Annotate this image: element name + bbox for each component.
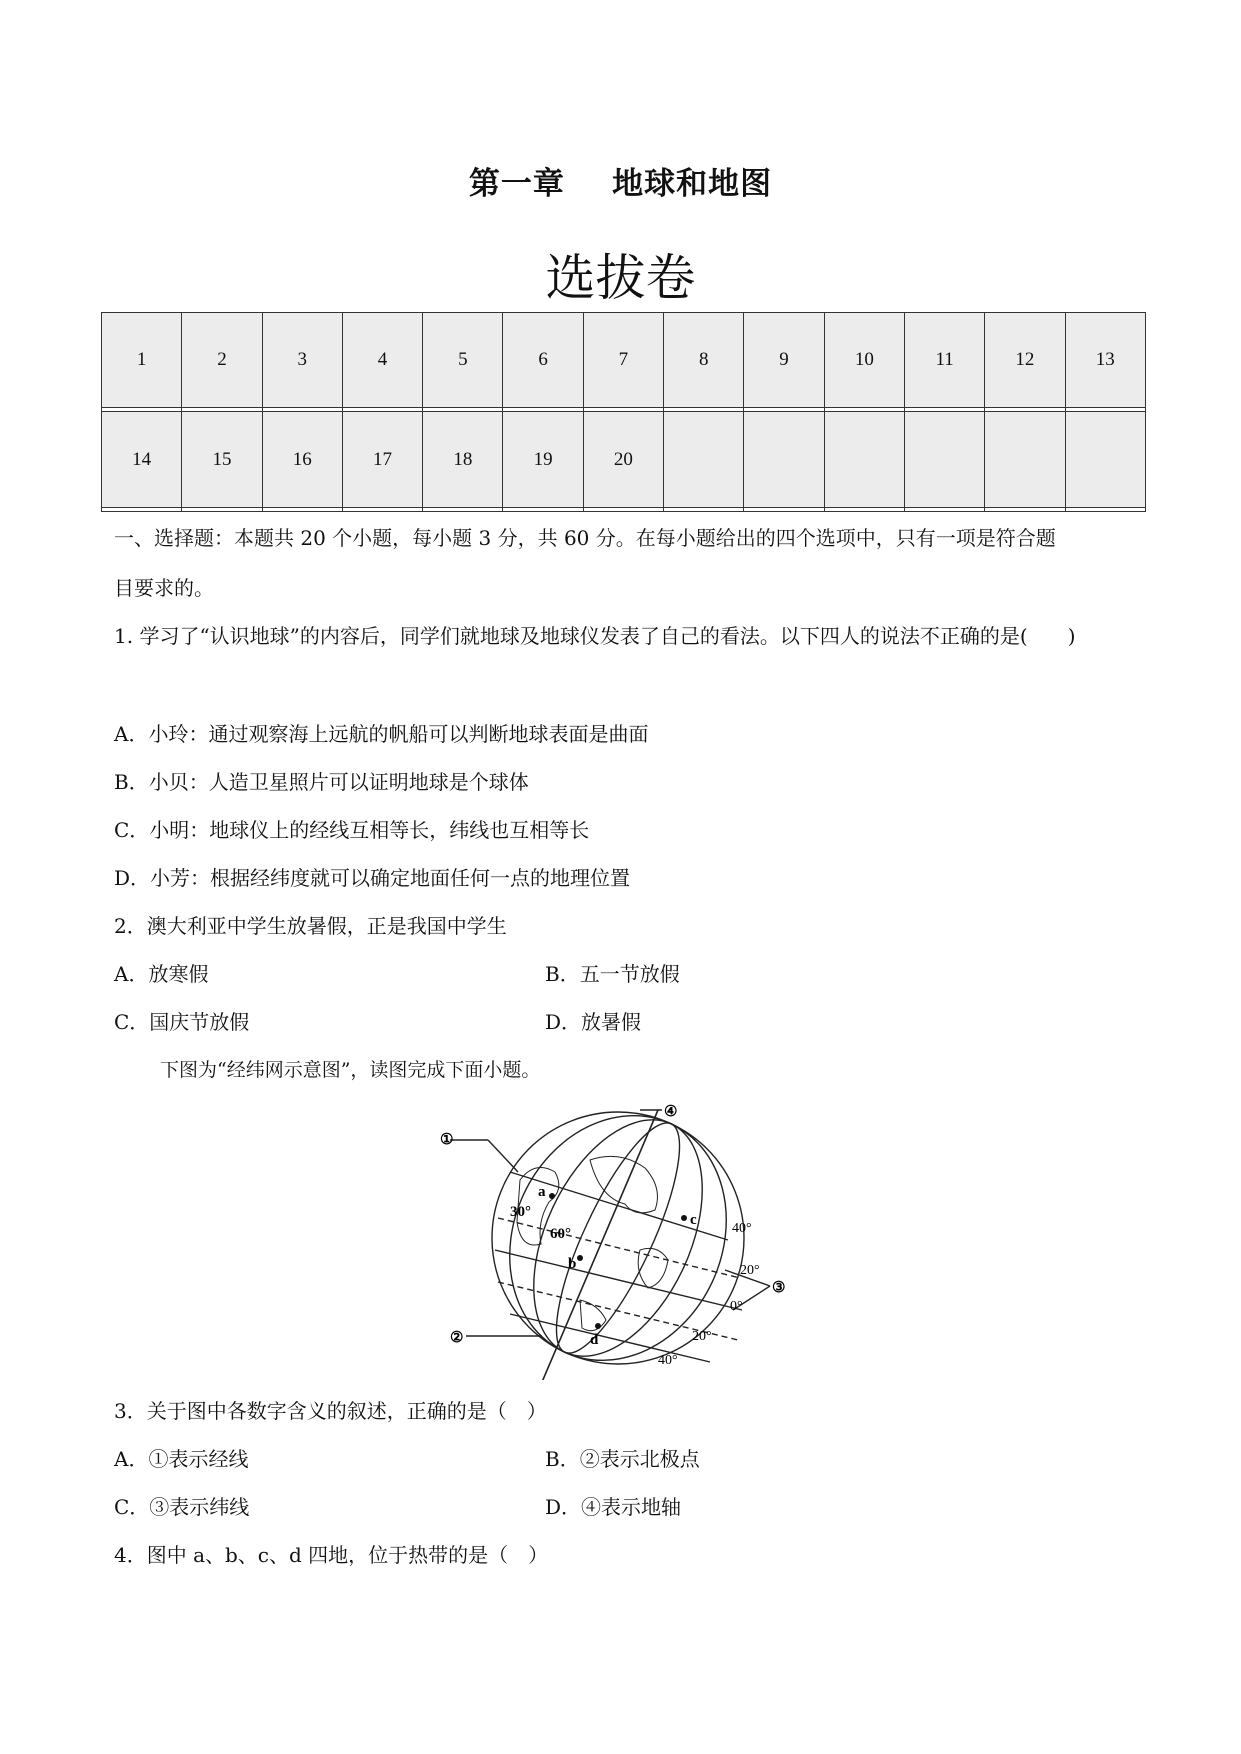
label-lon-60: 60° — [550, 1226, 571, 1242]
grid-number-cell: 3 — [262, 313, 342, 408]
grid-number-cell: 7 — [583, 313, 663, 408]
grid-number-cell: 14 — [102, 412, 182, 507]
question-1-option-c[interactable]: C．小明：地球仪上的经线互相等长，纬线也互相等长 — [114, 818, 590, 842]
grid-number-cell: 4 — [342, 313, 422, 408]
parallel-40s — [510, 1314, 710, 1362]
grid-number-cell — [1065, 412, 1145, 507]
label-a: a — [538, 1184, 546, 1200]
question-3-option-a[interactable]: A．①表示经线 — [114, 1447, 249, 1471]
answer-cell[interactable] — [102, 507, 182, 511]
grid-number-cell: 2 — [182, 313, 262, 408]
answer-cell[interactable] — [904, 507, 984, 511]
section-instruction-cont: 目要求的。 — [114, 576, 214, 600]
question-3-option-b[interactable]: B．②表示北极点 — [545, 1447, 700, 1471]
grid-number-cell: 16 — [262, 412, 342, 507]
answer-grid-number-row — [102, 313, 1146, 408]
grid-number-cell: 17 — [342, 412, 422, 507]
answer-cell[interactable] — [824, 507, 904, 511]
marker-3: ③ — [772, 1280, 786, 1296]
answer-cell[interactable] — [182, 507, 262, 511]
label-c: c — [690, 1212, 697, 1228]
parallel-0 — [495, 1250, 742, 1310]
question-2-option-a[interactable]: A．放寒假 — [114, 962, 209, 986]
answer-cell[interactable] — [342, 507, 422, 511]
parallel-40n — [510, 1172, 728, 1240]
label-lat-20n: 20° — [740, 1263, 760, 1278]
answer-cell[interactable] — [583, 507, 663, 511]
chapter-title: 第一章 地球和地图 — [468, 166, 773, 202]
label-lon-30: 30° — [510, 1204, 531, 1220]
grid-number-cell — [744, 412, 824, 507]
graticule-figure — [440, 1100, 800, 1380]
answer-cell[interactable] — [985, 507, 1065, 511]
question-2-option-c[interactable]: C．国庆节放假 — [114, 1010, 250, 1034]
answer-cell[interactable] — [262, 507, 342, 511]
point-d — [595, 1323, 601, 1329]
grid-number-cell: 10 — [824, 313, 904, 408]
grid-number-cell: 15 — [182, 412, 262, 507]
grid-number-cell: 6 — [503, 313, 583, 408]
marker-2: ② — [450, 1330, 464, 1346]
grid-number-cell — [824, 412, 904, 507]
grid-number-cell: 13 — [1065, 313, 1145, 408]
label-d: d — [590, 1332, 599, 1348]
continent-outline — [638, 1248, 668, 1288]
grid-number-cell: 20 — [583, 412, 663, 507]
grid-number-cell: 5 — [423, 313, 503, 408]
grid-number-cell: 12 — [985, 313, 1065, 408]
grid-number-cell: 11 — [904, 313, 984, 408]
answer-cell[interactable] — [664, 507, 744, 511]
label-lat-40n: 40° — [732, 1221, 752, 1236]
answer-cell[interactable] — [423, 507, 503, 511]
question-2-option-b[interactable]: B．五一节放假 — [545, 962, 680, 986]
label-b: b — [568, 1256, 577, 1272]
grid-number-cell — [904, 412, 984, 507]
label-lat-0: 0° — [730, 1299, 743, 1314]
section-instruction: 一、选择题：本题共 20 个小题，每小题 3 分，共 60 分。在每小题给出的四个选项中，只有一项是符合题 — [114, 526, 1056, 550]
point-b — [577, 1255, 583, 1261]
grid-number-cell — [664, 412, 744, 507]
meridian-line — [470, 1100, 765, 1380]
answer-grid-input-row — [102, 507, 1146, 511]
question-3-option-d[interactable]: D．④表示地轴 — [545, 1495, 682, 1519]
answer-cell[interactable] — [1065, 507, 1145, 511]
grid-number-cell: 9 — [744, 313, 824, 408]
globe-outline — [492, 1112, 744, 1364]
marker-1-leader — [488, 1140, 518, 1172]
question-2-stem: 2．澳大利亚中学生放暑假，正是我国中学生 — [114, 914, 507, 938]
answer-cell[interactable] — [744, 507, 824, 511]
answer-cell[interactable] — [503, 507, 583, 511]
question-1-stem: 1. 学习了“认识地球”的内容后，同学们就地球及地球仪发表了自己的看法。以下四人的说法不正确的是( ) — [114, 624, 1076, 648]
grid-number-cell: 18 — [423, 412, 503, 507]
continent-outline — [580, 1300, 606, 1331]
question-3-stem: 3．关于图中各数字含义的叙述，正确的是（ ） — [114, 1399, 547, 1423]
answer-grid — [101, 312, 1146, 512]
continent-outline — [590, 1156, 657, 1212]
grid-number-cell — [985, 412, 1065, 507]
question-3-option-c[interactable]: C．③表示纬线 — [114, 1495, 250, 1519]
label-lat-40s: 40° — [658, 1353, 678, 1368]
label-lat-20s: 20° — [692, 1329, 712, 1344]
marker-1: ① — [440, 1132, 454, 1148]
question-2-option-d[interactable]: D．放暑假 — [545, 1010, 642, 1034]
question-1-option-d[interactable]: D．小芳：根据经纬度就可以确定地面任何一点的地理位置 — [114, 866, 631, 890]
point-a — [549, 1193, 555, 1199]
marker-4: ④ — [664, 1104, 678, 1120]
figure-intro: 下图为“经纬网示意图”，读图完成下面小题。 — [160, 1059, 541, 1081]
point-c — [681, 1215, 687, 1221]
question-1-option-b[interactable]: B．小贝：人造卫星照片可以证明地球是个球体 — [114, 770, 529, 794]
grid-number-cell: 19 — [503, 412, 583, 507]
question-1-option-a[interactable]: A．小玲：通过观察海上远航的帆船可以判断地球表面是曲面 — [114, 722, 649, 746]
grid-number-cell: 1 — [102, 313, 182, 408]
answer-grid-number-row — [102, 412, 1146, 507]
earth-axis-line — [542, 1110, 658, 1380]
paper-title: 选拔卷 — [545, 249, 696, 307]
grid-number-cell: 8 — [664, 313, 744, 408]
question-4-stem: 4．图中 a、b、c、d 四地，位于热带的是（ ） — [114, 1543, 549, 1567]
